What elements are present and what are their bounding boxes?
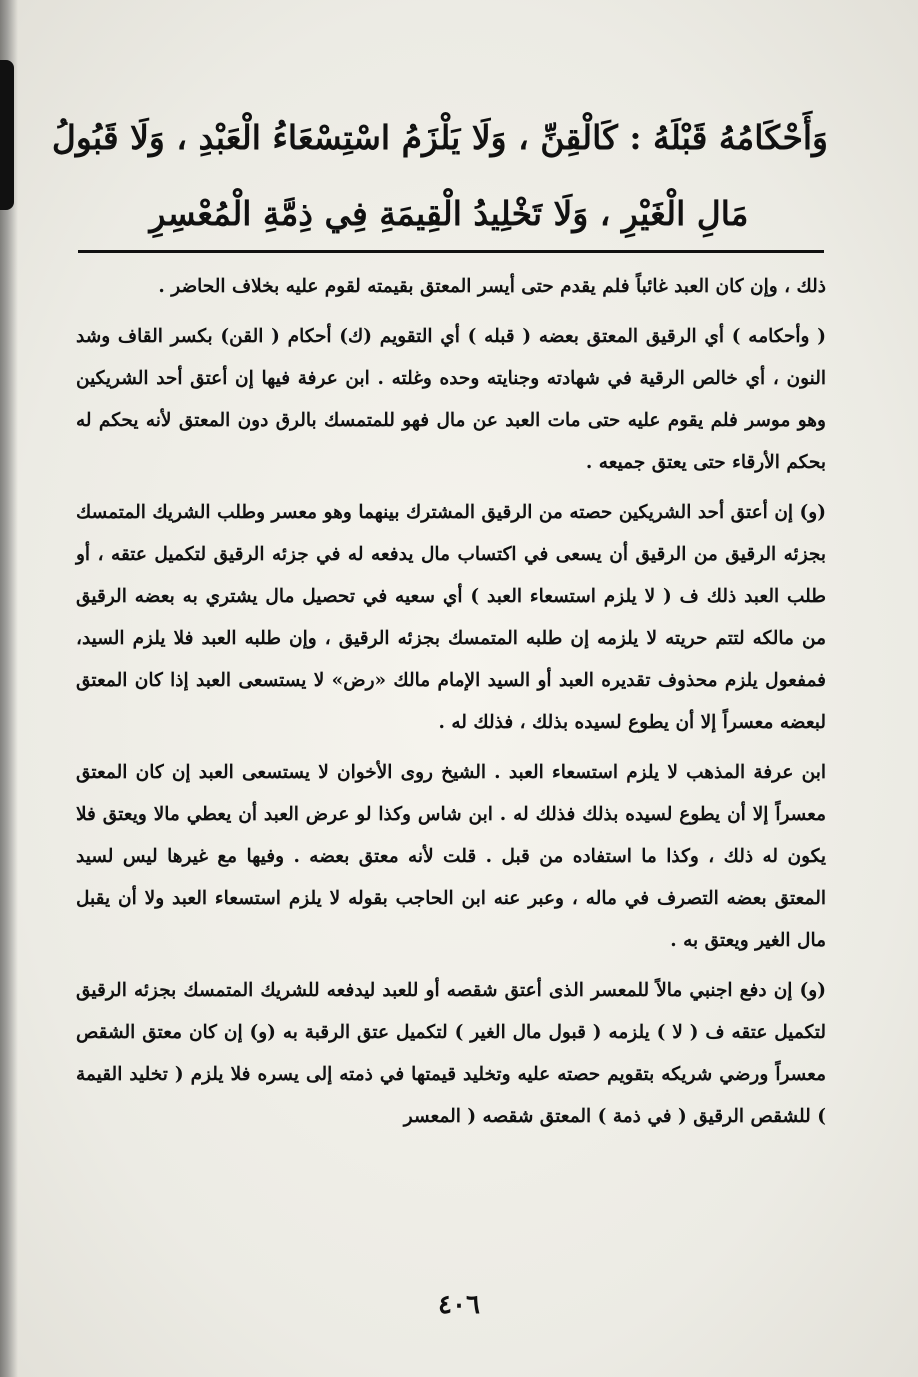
page-number: ٤٠٦ — [438, 1290, 480, 1320]
matn-line-1: وَأَحْكَامُهُ قَبْلَهُ : كَالْقِنِّ ، وَلَا يَلْزَمُ اسْتِسْعَاءُ الْعَبْدِ ، وَلَا قَبُولُ — [51, 118, 828, 157]
commentary-body — [76, 266, 826, 1146]
header-divider — [78, 250, 824, 253]
matn-header — [51, 100, 828, 252]
paragraph-3: (و) إن أعتق أحد الشريكين حصته من الرقيق المشترك بينهما وهو معسر وطلب الشريك المتمسك بجزئه الرقيق من الرقيق أن يسعى في اكتساب مال يدفعه له في جزئه الرقيق لتكميل عتقه ، أو طلب العبد ذلك ف ( لا يلزم استسعاء العبد ) أي سعيه في تحصيل مال يشتري به بعضه الرقيق من مالكه لتتم حريته لا يلزمه إن طلبه المتمسك بجزئه الرقيق ، وإن طلبه العبد فلا يلزم السيد، فمفعول يلزم محذوف تقديره العبد أو السيد الإمام مالك «رض» لا يستسعى العبد إذا كان المعتق لبعضه معسراً إلا أن يطوع لسيده بذلك ، فذلك له . — [76, 502, 826, 733]
matn-line-2: مَالِ الْغَيْرِ ، وَلَا تَخْلِيدُ الْقِيمَةِ فِي ذِمَّةِ الْمُعْسِرِ — [149, 194, 749, 233]
binding-ink-blot — [0, 60, 14, 210]
paragraph-5: (و) إن دفع اجنبي مالاً للمعسر الذى أعتق شقصه أو للعبد ليدفعه للشريك المتمسك بجزئه الرقيق لتكميل عتقه ف ( لا ) يلزمه ( قبول مال الغير ) لتكميل عتق الرقبة به (و) إن كان معتق الشقص معسراً ورضي شريكه بتقويم حصته عليه وتخليد قيمتها في ذمته إلى يسره فلا يلزم ( تخليد القيمة ) للشقص الرقيق ( في ذمة ) المعتق شقصه ( المعسر — [76, 980, 826, 1127]
paragraph-2: ( وأحكامه ) أي الرقيق المعتق بعضه ( قبله ) أي التقويم (ك) أحكام ( القن) بكسر القاف وشد النون ، أي خالص الرقية في شهادته وجنايته وحده وغلته . ابن عرفة فيها إن أعتق أحد الشريكين وهو موسر فلم يقوم عليه حتى مات العبد عن مال فهو للمتمسك بالرق دون المعتق لأنه يحكم له بحكم الأرقاء حتى يعتق جميعه . — [76, 326, 826, 473]
paragraph-1: ذلك ، وإن كان العبد غائباً فلم يقدم حتى أيسر المعتق بقيمته لقوم عليه بخلاف الحاضر . — [158, 276, 826, 297]
paragraph-4: ابن عرفة المذهب لا يلزم استسعاء العبد . الشيخ روى الأخوان لا يستسعى العبد إن كان المعتق معسراً إلا أن يطوع لسيده بذلك فذلك له . ابن شاس وكذا لو عرض العبد أن يعطي مالا ويعتق فلا يكون له ذلك ، وكذا ما استفاده من قبل . قلت لأنه معتق بعضه . وفيها مع غيرها ليس لسيد المعتق بعضه التصرف في ماله ، وعبر عنه ابن الحاجب بقوله لا يلزم استسعاء العبد ولا أن يقبل مال الغير ويعتق به . — [76, 762, 826, 951]
